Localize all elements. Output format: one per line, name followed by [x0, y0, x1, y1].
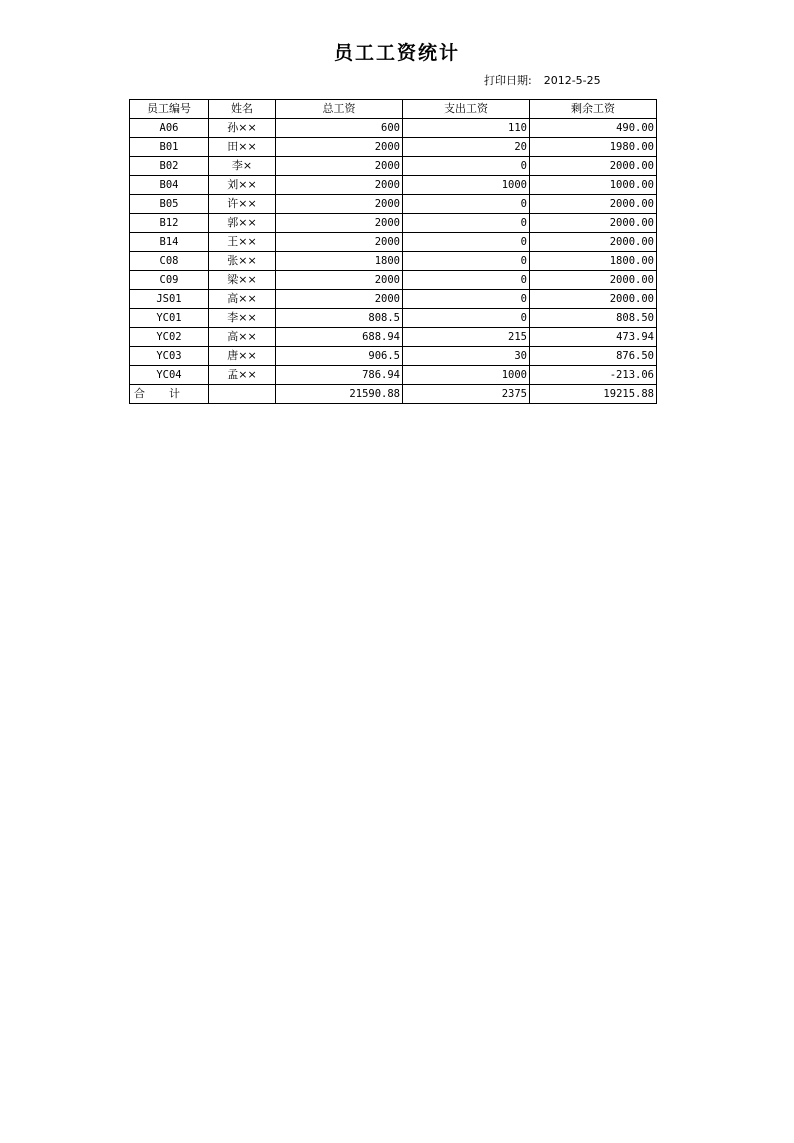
cell-remaining-salary[interactable]: 1000.00	[530, 176, 657, 195]
column-header-id[interactable]: 员工编号	[130, 100, 209, 119]
cell-paid-salary[interactable]: 20	[403, 138, 530, 157]
cell-remaining-salary[interactable]: 473.94	[530, 328, 657, 347]
cell-remaining-salary[interactable]: 2000.00	[530, 195, 657, 214]
cell-paid-salary[interactable]: 0	[403, 252, 530, 271]
cell-employee-id[interactable]: YC01	[130, 309, 209, 328]
column-header-name[interactable]: 姓名	[209, 100, 276, 119]
cell-total-salary[interactable]: 688.94	[276, 328, 403, 347]
table-row	[130, 233, 657, 252]
print-date	[484, 72, 601, 88]
cell-employee-id[interactable]: B05	[130, 195, 209, 214]
cell-employee-id[interactable]: B04	[130, 176, 209, 195]
cell-employee-name[interactable]: 田××	[209, 138, 276, 157]
cell-paid-salary[interactable]: 0	[403, 309, 530, 328]
cell-employee-id[interactable]: A06	[130, 119, 209, 138]
cell-paid-salary[interactable]: 215	[403, 328, 530, 347]
cell-total-salary[interactable]: 786.94	[276, 366, 403, 385]
column-header-remain[interactable]: 剩余工资	[530, 100, 657, 119]
cell-remaining-salary[interactable]: 1800.00	[530, 252, 657, 271]
cell-remaining-salary[interactable]: 876.50	[530, 347, 657, 366]
total-paid-cell[interactable]: 2375	[403, 385, 530, 404]
page-title: 员工工资统计	[333, 42, 460, 64]
cell-employee-name[interactable]: 高××	[209, 290, 276, 309]
total-label[interactable]: 合计	[130, 385, 209, 404]
cell-total-salary[interactable]: 808.5	[276, 309, 403, 328]
cell-remaining-salary[interactable]: 2000.00	[530, 290, 657, 309]
total-row	[130, 385, 657, 404]
cell-employee-id[interactable]: C08	[130, 252, 209, 271]
cell-remaining-salary[interactable]: 2000.00	[530, 214, 657, 233]
cell-paid-salary[interactable]: 0	[403, 233, 530, 252]
cell-paid-salary[interactable]: 1000	[403, 366, 530, 385]
cell-total-salary[interactable]: 2000	[276, 271, 403, 290]
table-row	[130, 328, 657, 347]
cell-total-salary[interactable]: 906.5	[276, 347, 403, 366]
cell-remaining-salary[interactable]: 1980.00	[530, 138, 657, 157]
cell-employee-name[interactable]: 孟××	[209, 366, 276, 385]
cell-paid-salary[interactable]: 0	[403, 271, 530, 290]
cell-employee-id[interactable]: YC04	[130, 366, 209, 385]
cell-employee-name[interactable]: 高××	[209, 328, 276, 347]
table-row	[130, 214, 657, 233]
table-row	[130, 366, 657, 385]
cell-remaining-salary[interactable]: -213.06	[530, 366, 657, 385]
cell-total-salary[interactable]: 2000	[276, 290, 403, 309]
cell-employee-name[interactable]: 郭××	[209, 214, 276, 233]
cell-employee-name[interactable]: 孙××	[209, 119, 276, 138]
cell-paid-salary[interactable]: 30	[403, 347, 530, 366]
cell-employee-name[interactable]: 李××	[209, 309, 276, 328]
column-header-total[interactable]: 总工资	[276, 100, 403, 119]
table-header-row	[130, 100, 657, 119]
cell-employee-name[interactable]: 张××	[209, 252, 276, 271]
total-name-cell[interactable]	[209, 385, 276, 404]
cell-employee-id[interactable]: B02	[130, 157, 209, 176]
cell-employee-name[interactable]: 梁××	[209, 271, 276, 290]
cell-employee-id[interactable]: B12	[130, 214, 209, 233]
print-date-value: 2012-5-25	[543, 74, 601, 87]
cell-remaining-salary[interactable]: 2000.00	[530, 271, 657, 290]
column-header-paid[interactable]: 支出工资	[403, 100, 530, 119]
cell-remaining-salary[interactable]: 808.50	[530, 309, 657, 328]
cell-employee-id[interactable]: B01	[130, 138, 209, 157]
cell-employee-id[interactable]: YC03	[130, 347, 209, 366]
cell-paid-salary[interactable]: 0	[403, 214, 530, 233]
table-row	[130, 195, 657, 214]
cell-total-salary[interactable]: 600	[276, 119, 403, 138]
total-total-cell[interactable]: 21590.88	[276, 385, 403, 404]
table-row	[130, 252, 657, 271]
cell-employee-name[interactable]: 李×	[209, 157, 276, 176]
total-remain-cell[interactable]: 19215.88	[530, 385, 657, 404]
cell-total-salary[interactable]: 2000	[276, 157, 403, 176]
cell-employee-id[interactable]: B14	[130, 233, 209, 252]
cell-total-salary[interactable]: 2000	[276, 176, 403, 195]
table-row	[130, 119, 657, 138]
table-row	[130, 271, 657, 290]
print-date-label: 打印日期:	[484, 74, 532, 87]
cell-paid-salary[interactable]: 0	[403, 195, 530, 214]
table-row	[130, 309, 657, 328]
cell-employee-id[interactable]: C09	[130, 271, 209, 290]
cell-employee-name[interactable]: 王××	[209, 233, 276, 252]
cell-employee-name[interactable]: 唐××	[209, 347, 276, 366]
cell-total-salary[interactable]: 2000	[276, 195, 403, 214]
table-row	[130, 157, 657, 176]
cell-total-salary[interactable]: 2000	[276, 138, 403, 157]
table-body	[130, 119, 657, 385]
table-row	[130, 290, 657, 309]
cell-total-salary[interactable]: 2000	[276, 233, 403, 252]
cell-remaining-salary[interactable]: 2000.00	[530, 233, 657, 252]
cell-employee-name[interactable]: 许××	[209, 195, 276, 214]
cell-paid-salary[interactable]: 110	[403, 119, 530, 138]
cell-employee-id[interactable]: JS01	[130, 290, 209, 309]
table-row	[130, 176, 657, 195]
table-row	[130, 138, 657, 157]
cell-paid-salary[interactable]: 1000	[403, 176, 530, 195]
cell-paid-salary[interactable]: 0	[403, 290, 530, 309]
salary-table	[129, 99, 657, 404]
cell-paid-salary[interactable]: 0	[403, 157, 530, 176]
cell-employee-id[interactable]: YC02	[130, 328, 209, 347]
cell-total-salary[interactable]: 2000	[276, 214, 403, 233]
cell-remaining-salary[interactable]: 2000.00	[530, 157, 657, 176]
table-row	[130, 347, 657, 366]
cell-remaining-salary[interactable]: 490.00	[530, 119, 657, 138]
cell-employee-name[interactable]: 刘××	[209, 176, 276, 195]
cell-total-salary[interactable]: 1800	[276, 252, 403, 271]
